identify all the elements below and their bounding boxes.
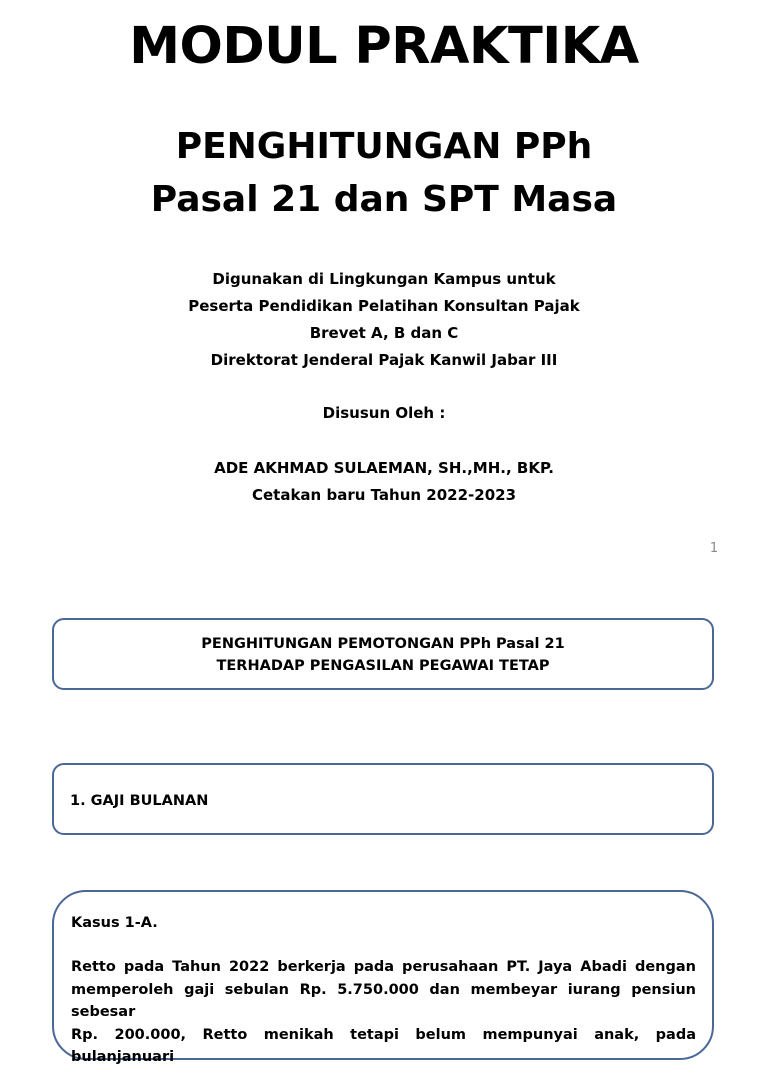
heading-box bbox=[52, 618, 714, 690]
case-text-line-1: Retto pada Tahun 2022 berkerja pada perusahaan PT. Jaya Abadi dengan bbox=[71, 959, 696, 975]
author-name: ADE AKHMAD SULAEMAN, SH.,MH., BKP. bbox=[214, 459, 554, 477]
usage-info-line-1: Digunakan di Lingkungan Kampus untuk bbox=[212, 270, 556, 288]
section-box bbox=[52, 763, 714, 835]
usage-info-line-4: Direktorat Jenderal Pajak Kanwil Jabar III bbox=[210, 351, 558, 369]
case-box bbox=[52, 890, 714, 1065]
page-number: 1 bbox=[709, 541, 719, 556]
document-subtitle bbox=[0, 120, 768, 226]
subtitle-line-1: PENGHITUNGAN PPh bbox=[175, 126, 593, 167]
usage-info bbox=[0, 266, 768, 374]
section-label: 1. GAJI BULANAN bbox=[70, 793, 209, 809]
usage-info-line-3: Brevet A, B dan C bbox=[309, 324, 459, 342]
case-text-line-2: memperoleh gaji sebulan Rp. 5.750.000 dan membeyar iurang pensiun sebesar bbox=[71, 981, 696, 1020]
case-text bbox=[71, 956, 696, 1069]
edition-text: Cetakan baru Tahun 2022-2023 bbox=[251, 486, 517, 504]
case-text-line-3: Rp. 200.000, Retto menikah tetapi belum mempunyai anak, pada bulanjanuari bbox=[71, 1026, 696, 1065]
compiled-by-label: Disusun Oleh : bbox=[322, 404, 446, 422]
heading-line-2: TERHADAP PENGASILAN PEGAWAI TETAP bbox=[216, 658, 550, 674]
case-title: Kasus 1-A. bbox=[71, 915, 158, 931]
usage-info-line-2: Peserta Pendidikan Pelatihan Konsultan Pajak bbox=[188, 297, 580, 315]
author-block bbox=[0, 455, 768, 509]
heading-line-1: PENGHITUNGAN PEMOTONGAN PPh Pasal 21 bbox=[201, 636, 565, 652]
subtitle-line-2: Pasal 21 dan SPT Masa bbox=[150, 179, 618, 220]
document-title: MODUL PRAKTIKA bbox=[129, 17, 639, 76]
